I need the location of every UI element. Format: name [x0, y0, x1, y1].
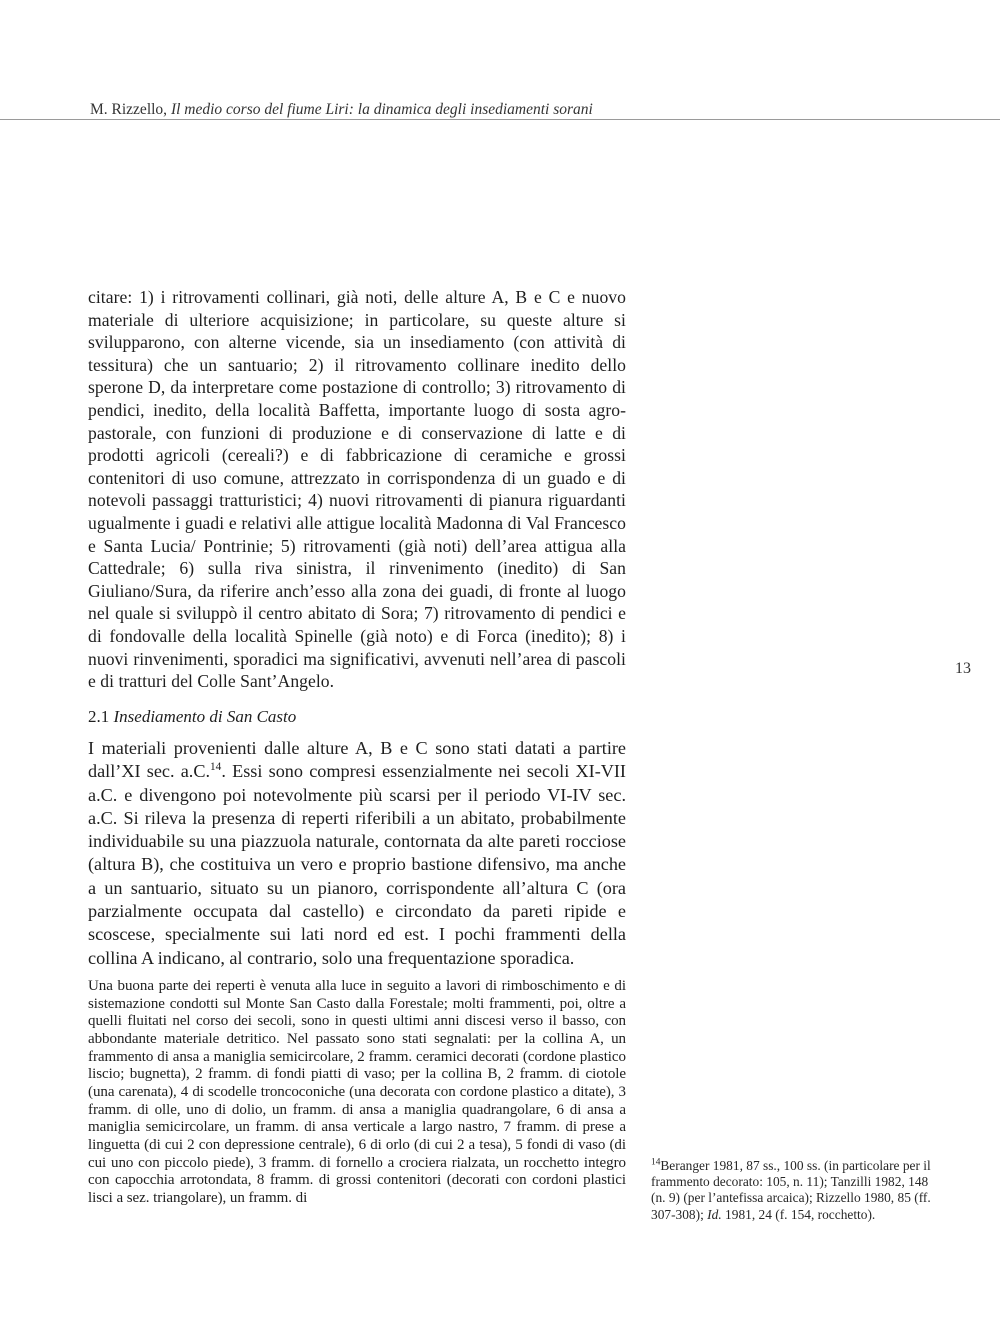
footnote-14: [651, 1158, 936, 1223]
section-title: Insediamento di San Casto: [113, 707, 297, 726]
footnote-italic: Id.: [707, 1206, 722, 1222]
body-paragraph-3: Una buona parte dei reperti è venuta alla luce in seguito a lavori di rimboschimento e di sistemazione condotti sul Monte San Casto dalla Forestale; molti frammenti, poi, oltre a quelli fluitati nel corso dei secoli, sono in questi ultimi anni discesi verso il basso, con abbondante materiale detritico. Nel passato sono stati segnalati: per la collina A, un frammento di ansa a maniglia semicircolare, 2 framm. ceramici decorati (cordone plastico liscio; bugnetta), 2 framm. di fondi piatti di vaso; per la collina B, 2 framm. di ciotole (una carenata), 4 di scodelle troncoconiche (una decorata con cordone plastico a ditate), 3 framm. di olle, uno di dolio, un framm. di ansa a maniglia quadrangolare, 6 di ansa a maniglia semicircolare, un framm. di ansa verticale a largo nastro, 7 framm. di prese a linguetta (di cui 2 con depressione centrale), 6 di orlo (di cui 2 a tesa), 5 fondi di vaso (di cui uno con piccolo piede), 3 framm. di fornello a crociera rialzata, un rocchetto integro con capocchia arrotondata, 8 framm. di grossi contenitori (decorati con cordoni plastici lisci a sez. triangolare), un framm. di: [88, 978, 626, 1206]
section-number: 2.1: [88, 707, 110, 726]
paragraph-2-after-note: . Essi sono compresi essenzialmente nei secoli XI-VII a.C. e divengono poi notevolmente più scarsi per il periodo VI-IV sec. a.C. Si rileva la presenza di reperti riferibili a un abitato, probabilmente individuabile su una piazzuola naturale, contornata da alte pareti rocciose (altura B), che costituiva un vero e proprio bastione difensivo, ma anche a un santuario, situato su un pianoro, corrispondente all’altura C (ora parzialmente occupata dal castello) e circondato da pareti ripide e scoscese, specialmente sui lati nord ed est. I pochi frammenti della collina A indicano, al contrario, solo una frequentazione sporadica.: [88, 761, 626, 968]
page-number: 13: [955, 660, 971, 677]
header-title: Il medio corso del fiume Liri: la dinamica degli insediamenti sorani: [170, 101, 593, 118]
body-paragraph-2: [88, 737, 626, 970]
body-paragraph-1: citare: 1) i ritrovamenti collinari, già noti, delle alture A, B e C e nuovo materiale di ulteriore acquisizione; in particolare, su queste alture si svilupparono, con alterne vicende, sia un insediamento (con attività di tessitura) che un santuario; 2) il ritrovamento collinare inedito dello sperone D, da interpretare come postazione di controllo; 3) ritrovamento di pendici, inedito, della località Baffetta, importante luogo di sosta agropastorale, con funzioni di produzione e di conservazione di latte e di prodotti agricoli (cereali?) e di fabbricazione di ceramiche e grossi contenitori di uso comune, attrezzato in corrispondenza di un guado e di notevoli passaggi tratturistici; 4) nuovi ritrovamenti di pianura riguardanti ugualmente i guadi e relativi alle attigue località Madonna di Val Francesco e Santa Lucia/ Pontrinie; 5) ritrovamenti (già noti) dell’area attigua alla Cattedrale; 6) sulla riva sinistra, il rinvenimento (inedito) di San Giuliano/Sura, da riferire anch’esso alla zona dei guadi, di fronte al luogo nel quale si sviluppò il centro abitato di Sora; 7) ritrovamento di pendici e di fondovalle della località Spinelle (già noto) e di Forca (inedito); 8) i nuovi rinvenimenti, sporadici ma significativi, avvenuti nell’area di pascoli e di tratturi del Colle Sant’Angelo.: [88, 287, 626, 692]
paragraph-2-before-note: I materiali provenienti dalle alture A, B e C sono stati datati a partire dall’XI sec. a.C.: [88, 738, 626, 782]
section-heading: [88, 707, 296, 727]
footnote-reference[interactable]: 14: [210, 761, 222, 774]
footnote-mark: 14: [651, 1157, 661, 1168]
header-rule: [0, 119, 1000, 120]
footnote-text-1: Beranger 1981, 87 ss., 100 ss. (in particolare per il frammento decorato: 105, n. 11); Tanzilli 1982, 148 (n. 9) (per l’antefissa arcaica); Rizzello 1980, 85 (ff. 307-308);: [651, 1158, 931, 1222]
footnote-text-2: 1981, 24 (f. 154, rocchetto).: [725, 1206, 876, 1222]
header-author: M. Rizzello,: [90, 101, 168, 118]
running-header: [90, 101, 593, 119]
